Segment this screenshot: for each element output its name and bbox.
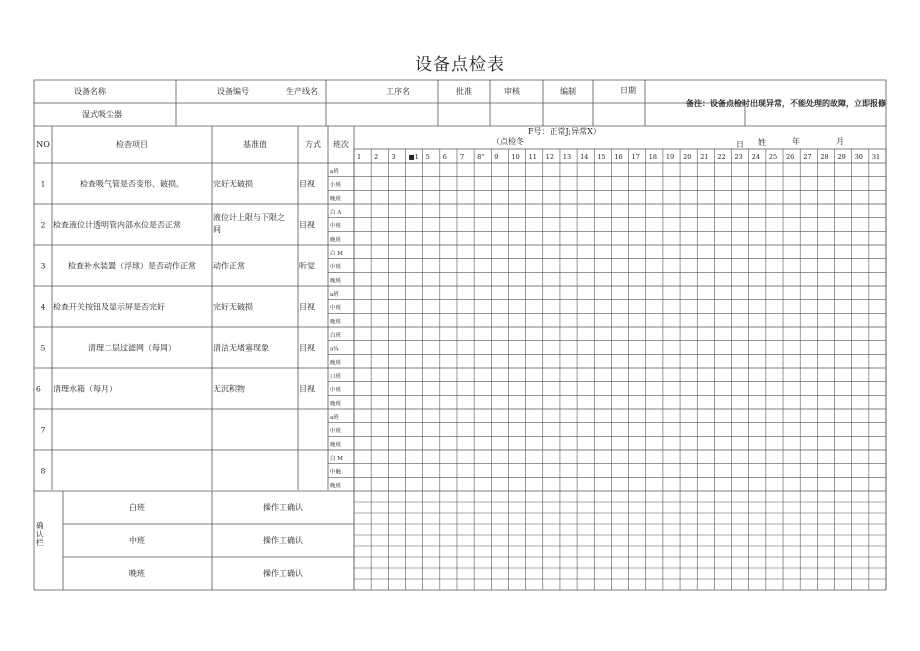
confirm-shift: 白班 bbox=[129, 503, 145, 512]
day-number: 3 bbox=[391, 153, 396, 161]
month-label: 月 bbox=[836, 137, 844, 146]
col-method: 方式 bbox=[305, 140, 321, 149]
row-item: 检查液位计透明管内部水位是否正常 bbox=[53, 220, 181, 230]
row-standard: 液位计上限与下限之 bbox=[213, 213, 285, 222]
row-shift-label: a班 bbox=[330, 415, 339, 421]
row-item: 清理水箱（每月） bbox=[53, 384, 117, 394]
day-number: 6 bbox=[442, 153, 447, 161]
row-shift-label: 晚班 bbox=[330, 319, 342, 326]
line-label: 生产线名 bbox=[286, 87, 318, 96]
day-number: 14 bbox=[580, 153, 589, 161]
day-number: 28 bbox=[820, 153, 829, 161]
status-legend: F号：正常J;异常X） bbox=[528, 127, 601, 136]
day-number: 27 bbox=[803, 153, 812, 161]
confirm-operator: 操作工确认 bbox=[263, 569, 303, 578]
row-shift-label: 中班 bbox=[330, 428, 342, 435]
review-label: 审核 bbox=[504, 87, 520, 96]
day-number: 2 bbox=[374, 153, 379, 161]
status-legend-sub: （点检冬 bbox=[492, 137, 524, 146]
col-no: NO bbox=[36, 140, 50, 149]
row-item: 清理二层过滤网（每周） bbox=[88, 343, 176, 353]
row-item: 检查开关按钮及显示屏是否完好 bbox=[53, 302, 165, 312]
row-shift-label: 口班 bbox=[330, 374, 342, 380]
row-no: 3 bbox=[40, 261, 46, 271]
device-no-label: 设备编号 bbox=[217, 87, 249, 96]
day-number: 13 bbox=[562, 153, 572, 161]
day-number: 1 bbox=[357, 153, 362, 161]
row-shift-label: 白 M bbox=[330, 456, 343, 462]
row-shift-label: 中班 bbox=[330, 387, 342, 394]
confirm-shift: 中班 bbox=[129, 536, 145, 545]
day-number: 8“ bbox=[477, 153, 485, 161]
day-number: 30 bbox=[854, 153, 863, 161]
row-method: 目视 bbox=[299, 179, 315, 189]
row-no: 7 bbox=[40, 425, 46, 435]
col-standard: 基准值 bbox=[243, 140, 267, 149]
date-label: 日期 bbox=[620, 86, 636, 95]
compile-label: 编制 bbox=[560, 87, 576, 96]
row-shift-label: a¾ bbox=[330, 346, 339, 353]
day-number: 23 bbox=[734, 153, 743, 161]
row-method: 目视 bbox=[299, 384, 315, 394]
row-shift-label: 白 Λ bbox=[330, 210, 342, 216]
row-no: 8 bbox=[40, 466, 46, 476]
row-shift-label: 晚班 bbox=[330, 483, 342, 490]
row-shift-label: 晚班 bbox=[330, 401, 342, 408]
device-name-value: 湿式吸尘器 bbox=[82, 110, 122, 119]
row-standard: 间 bbox=[213, 225, 221, 234]
day-number: 29 bbox=[837, 153, 846, 161]
day-number: 17 bbox=[631, 153, 640, 161]
row-item: 检查补水装置（浮球）是否动作正常 bbox=[68, 261, 196, 271]
day-number: 21 bbox=[700, 153, 709, 161]
day-number: 9 bbox=[494, 153, 499, 161]
row-shift-label: 中班 bbox=[330, 223, 342, 230]
process-label: 工序名 bbox=[386, 87, 410, 96]
row-method: 目视 bbox=[299, 302, 315, 312]
row-shift-label: 中触 bbox=[330, 469, 342, 476]
day-number: 10 bbox=[511, 153, 520, 161]
row-shift-label: 晚班 bbox=[330, 196, 342, 203]
day-label: 姓 bbox=[758, 138, 766, 147]
confirm-operator: 操作工确认 bbox=[263, 503, 303, 512]
row-shift-label: 中班 bbox=[330, 264, 342, 271]
day-number: 24 bbox=[751, 153, 760, 161]
row-method: 听觉 bbox=[299, 261, 315, 271]
row-method: 目视 bbox=[299, 220, 315, 230]
row-shift-label: 中班 bbox=[330, 305, 342, 312]
row-item: 检查吸气管是否变形、破损。 bbox=[80, 179, 184, 189]
row-standard: 完好无破损 bbox=[213, 179, 253, 189]
row-no: 5 bbox=[40, 343, 46, 353]
remark-note: 备注：设备点检时出现异常，不能处理的故障，立即报修 bbox=[686, 99, 886, 108]
row-no: 4 bbox=[40, 302, 46, 312]
day-number: 18 bbox=[648, 153, 658, 161]
day-number: 26 bbox=[786, 153, 795, 161]
row-shift-label: a班 bbox=[330, 169, 339, 175]
day-number: 31 bbox=[871, 153, 881, 161]
device-name-label: 设备名称 bbox=[74, 87, 106, 96]
day-number: 5 bbox=[425, 153, 430, 161]
confirm-operator: 操作工确认 bbox=[263, 536, 303, 545]
day-number: 19 bbox=[665, 153, 675, 161]
day-number: 15 bbox=[597, 153, 606, 161]
row-shift-label: a班 bbox=[330, 292, 339, 298]
row-no: 2 bbox=[40, 220, 46, 230]
col-shift: 班次 bbox=[333, 140, 349, 149]
row-shift-label: 晚班 bbox=[330, 278, 342, 285]
row-standard: 无沉积物 bbox=[213, 384, 245, 394]
day-number: 25 bbox=[768, 153, 778, 161]
day-number: 22 bbox=[717, 153, 726, 161]
row-shift-label: 白班 bbox=[330, 333, 342, 339]
confirm-shift: 晚班 bbox=[129, 569, 145, 578]
row-standard: 完好无破损 bbox=[213, 302, 253, 312]
row-shift-label: 晚班 bbox=[330, 237, 342, 244]
page-title: 设备点检表 bbox=[415, 55, 505, 75]
day-number: 7 bbox=[459, 153, 465, 161]
row-standard: 清洁无堵塞现象 bbox=[213, 343, 269, 353]
row-shift-label: 晚班 bbox=[330, 442, 342, 449]
day-number: 16 bbox=[614, 153, 623, 161]
row-shift-label: 小班 bbox=[330, 182, 342, 189]
row-no: 6 bbox=[36, 384, 41, 394]
legend-ri: 日 bbox=[736, 140, 744, 149]
day-number: 20 bbox=[683, 153, 692, 161]
day-number: ■1 bbox=[408, 153, 419, 161]
row-no: 1 bbox=[40, 179, 46, 189]
year-label: 年 bbox=[792, 137, 800, 146]
row-standard: 动作正常 bbox=[213, 261, 245, 271]
day-number: 11 bbox=[528, 153, 537, 161]
approve-label: 批准 bbox=[456, 87, 472, 96]
row-shift-label: 白 M bbox=[330, 251, 343, 257]
day-number: 12 bbox=[545, 153, 555, 161]
col-item: 检杳项目 bbox=[116, 140, 148, 149]
row-method: 目视 bbox=[299, 343, 315, 353]
row-shift-label: 晚班 bbox=[330, 360, 342, 367]
confirm-column-label: 确认栏 bbox=[36, 521, 44, 547]
